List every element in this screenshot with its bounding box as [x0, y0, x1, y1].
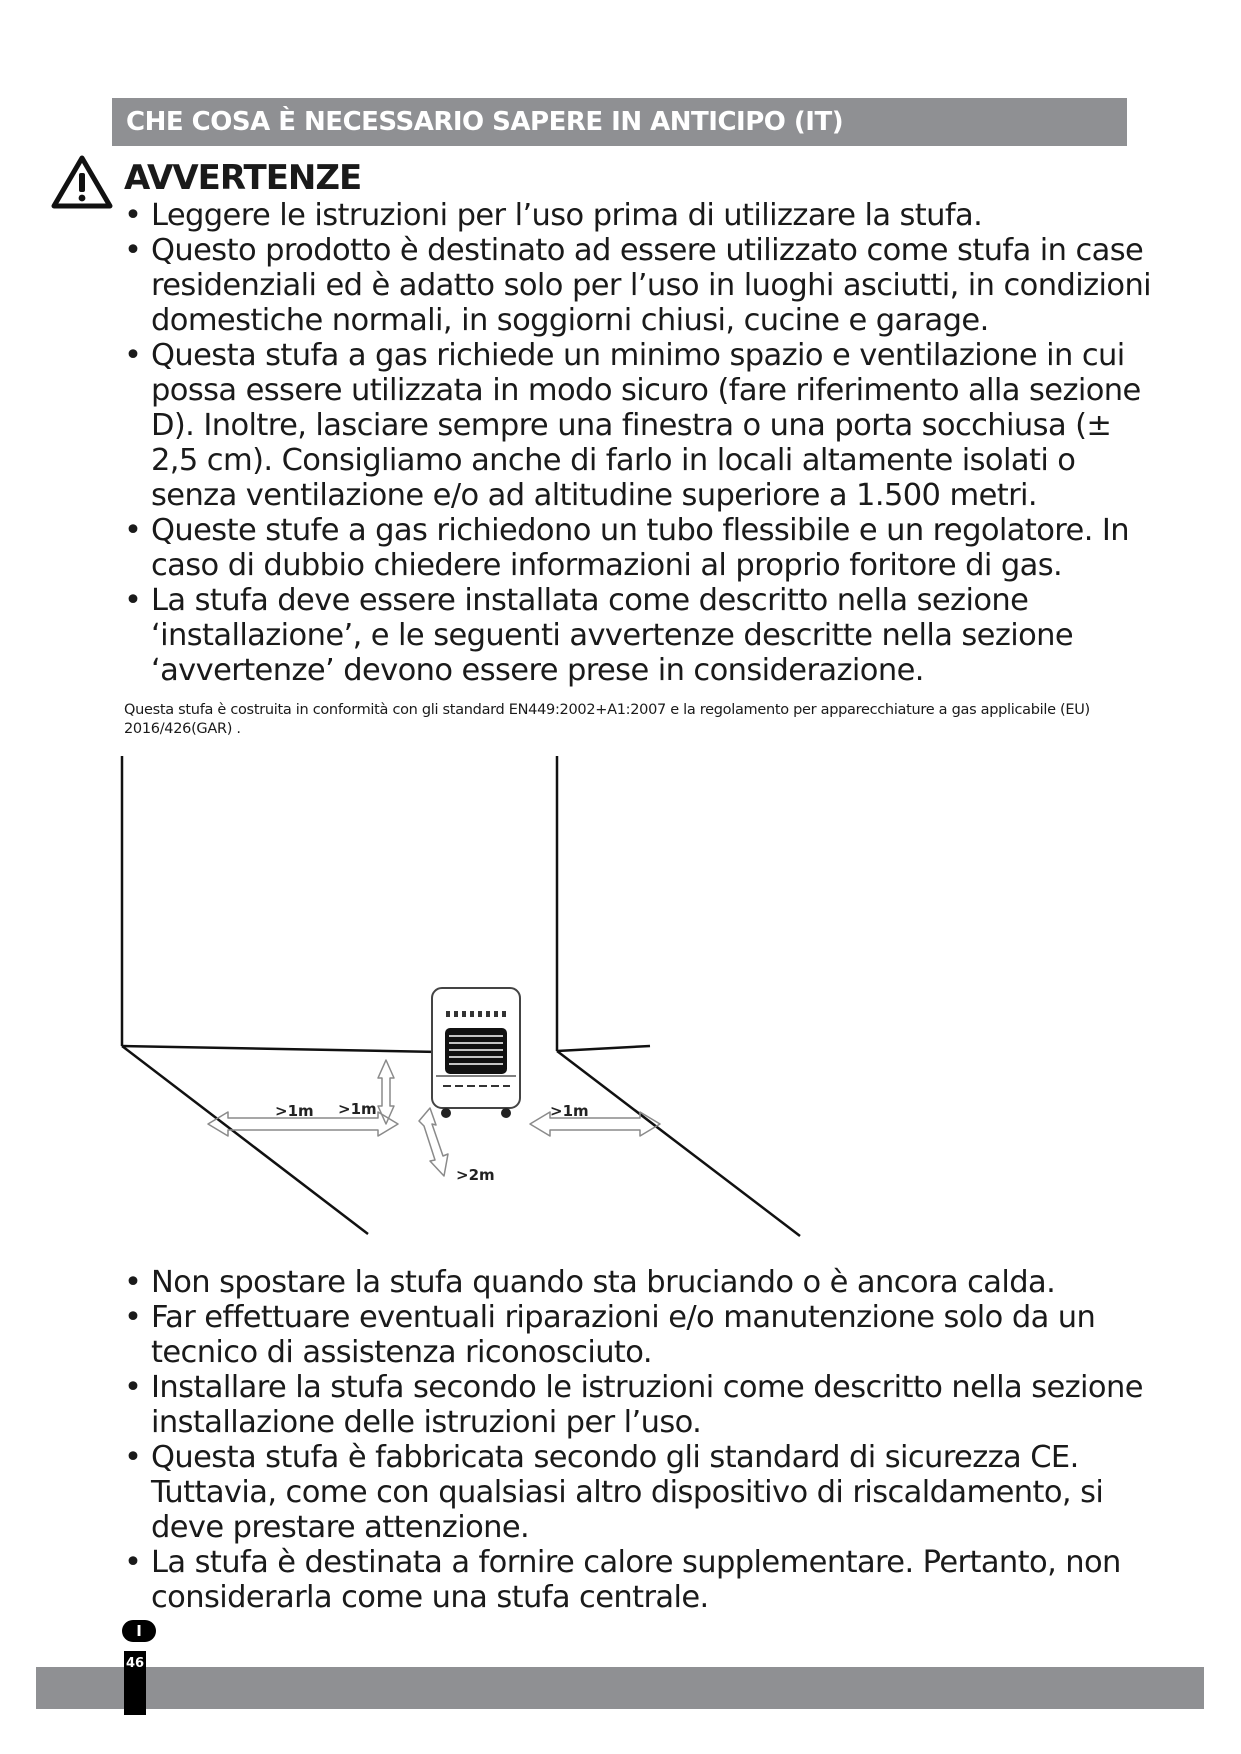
- left-clearance-label: >1m: [275, 1102, 314, 1120]
- floor-right-edge: [557, 1051, 800, 1236]
- floor-back-left-edge: [122, 1046, 440, 1052]
- list-item: • Queste stufe a gas richiedono un tubo flessibile e un regolatore. In caso di dubbio chiedere informazioni al proprio foritore di gas.: [118, 513, 1158, 583]
- section-header: CHE COSA È NECESSARIO SAPERE IN ANTICIPO (IT): [112, 98, 1127, 146]
- list-item: • Installare la stufa secondo le istruzioni come descritto nella sezione installazione delle istruzioni per l’uso.: [118, 1370, 1158, 1440]
- list-item: • Non spostare la stufa quando sta bruciando o è ancora calda.: [118, 1265, 1158, 1300]
- list-item: • Leggere le istruzioni per l’uso prima di utilizzare la stufa.: [118, 198, 1158, 233]
- front-clearance-arrow: [419, 1108, 448, 1176]
- back-clearance-label: >1m: [338, 1100, 377, 1118]
- page-number: 46: [124, 1651, 146, 1715]
- compliance-note: Questa stufa è costruita in conformità con gli standard EN449:2002+A1:2007 e la regolamento per apparecchiature a gas applicabile (EU) 2016/426(GAR) .: [124, 702, 1090, 737]
- warnings-list: [118, 198, 1158, 688]
- back-clearance-arrow: [378, 1060, 394, 1124]
- list-item: • La stufa deve essere installata come descritto nella sezione ‘installazione’, e le seguenti avvertenze descritte nella sezione ‘avvertenze’ devono essere prese in considerazione.: [118, 583, 1158, 688]
- floor-left-edge: [122, 1046, 368, 1234]
- footer-bar: [36, 1667, 1204, 1709]
- heater-illustration: [432, 988, 520, 1118]
- language-badge: I: [122, 1620, 156, 1642]
- right-clearance-label: >1m: [550, 1102, 589, 1120]
- warning-triangle-icon: [50, 154, 114, 210]
- clearance-diagram: [110, 756, 850, 1256]
- list-item: • Questo prodotto è destinato ad essere utilizzato come stufa in case residenziali ed è adatto solo per l’uso in luoghi asciutti, in condizioni domestiche normali, in soggiorni chiusi, cucine e garage.: [118, 233, 1158, 338]
- list-item: • Questa stufa a gas richiede un minimo spazio e ventilazione in cui possa essere utilizzata in modo sicuro (fare riferimento alla sezione D). Inoltre, lasciare sempre una finestra o una porta socchiusa (± 2,5 cm). Consigliamo anche di farlo in locali altamente isolati o senza ventilazione e/o ad altitudine superiore a 1.500 metri.: [118, 338, 1158, 513]
- safety-list: [118, 1265, 1158, 1615]
- front-clearance-label: >2m: [456, 1166, 495, 1184]
- list-item: • Far effettuare eventuali riparazioni e/o manutenzione solo da un tecnico di assistenza riconosciuto.: [118, 1300, 1158, 1370]
- list-item: • La stufa è destinata a fornire calore supplementare. Pertanto, non considerarla come una stufa centrale.: [118, 1545, 1158, 1615]
- warnings-title: AVVERTENZE: [124, 158, 362, 198]
- list-item: • Questa stufa è fabbricata secondo gli standard di sicurezza CE. Tuttavia, come con qualsiasi altro dispositivo di riscaldamento, si deve prestare attenzione.: [118, 1440, 1158, 1545]
